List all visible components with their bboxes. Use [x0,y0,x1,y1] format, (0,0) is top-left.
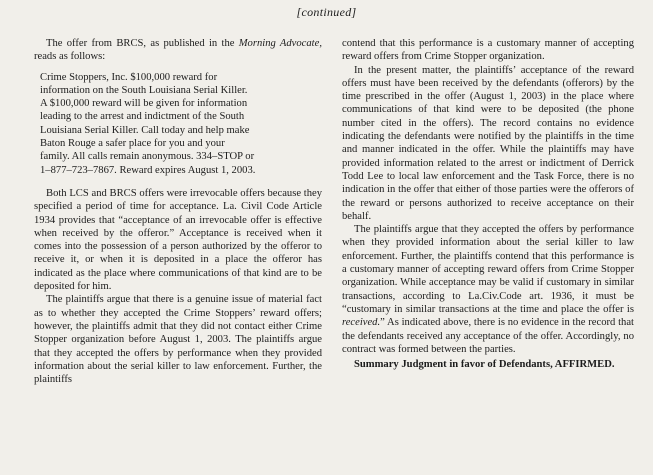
emphasized-word: received. [342,317,381,329]
intro-paragraph [34,37,322,64]
reward-advertisement [40,71,298,177]
present-matter-paragraph: In the present matter, the plaintiffs’ acceptance of the reward offers must have been received by the defendants (offerors) by the time prescribed in the offer (August 1, 2003) in the place where communications of that kind were to be deposited (the phone number cited in the offers). The record contains no evidence indicating the defendants were notified by the plaintiffs in the time and manner indicated in the offer. While the plaintiffs may have provided information related to the arrest or indictment of Derrick Todd Lee to local law enforcement and the Task Force, there is no indication in the offer that either of those parties were the offerors of the reward or persons authorized to receive acceptance on their behalf. [342,64,634,222]
intro-text: The offer from BRCS, as published in the [46,38,239,49]
intro-text-end: reads as follows: [34,51,106,63]
paragraph-text-end: ” As indicated above, there is no evidence in the record that the defendants received any acceptance of the offer. Accordingly, no contract was formed between the parties. [342,317,634,355]
ad-line: A $100,000 reward will be given for information [40,98,248,110]
ad-line: 1–877–723–7867. Reward expires August 1, 2003. [40,164,256,176]
holding-line: Summary Judgment in favor of Defendants, AFFIRMED. [354,359,615,371]
continued-header: [continued] [296,5,357,19]
continuation-paragraph: contend that this performance is a customary manner of accepting reward offers from Crime Stopper organization. [342,38,634,63]
right-column [342,37,634,371]
performance-argument-paragraph [342,223,634,356]
ad-line: family. All calls remain anonymous. 334–STOP or [40,151,255,163]
ad-line: Louisiana Serial Killer. Call today and help make [40,124,250,136]
ad-line: information on the South Louisiana Serial Killer. [40,84,248,96]
left-column [34,37,322,386]
newspaper-name: Morning Advocate, [238,38,322,49]
ad-line: leading to the arrest and indictment of the South [40,111,245,123]
irrevocable-offer-paragraph: Both LCS and BRCS offers were irrevocable offers because they specified a period of time for acceptance. La. Civil Code Article 1934 provides that “acceptance of an irrevocable offer is effective when received by the offeror.” Acceptance is received when it comes into the possession of a person authorized by the offeror to receive it, or when it is deposited in a place the offeror has indicated as the place where communications of that kind are to be deposited for him. [34,187,322,293]
ad-line: Baton Rouge a safer place for you and your [40,138,225,150]
paragraph-text: The plaintiffs argue that they accepted the offers by performance when they provided information about the serial killer to law enforcement. Further, the plaintiffs contend that this performance is a customary manner of accepting reward offers from Crime Stopper organization. While acceptance may be valid if customary in similar transactions, according to La.Civ.Code art. 1936, it must be “customary in similar transactions at the time and place the offer is [342,224,634,315]
plaintiffs-argument-paragraph: The plaintiffs argue that there is a genuine issue of material fact as to whether they accepted the Crime Stoppers’ reward offers; however, the plaintiffs admit that they did not contact either Crime Stopper organization before August 1, 2003. The plaintiffs argue that they accepted the offers by performance when they provided information about the serial killer to law enforcement. Further, the plaintiffs [34,294,322,386]
ad-line: Crime Stoppers, Inc. $100,000 reward for [40,71,218,83]
